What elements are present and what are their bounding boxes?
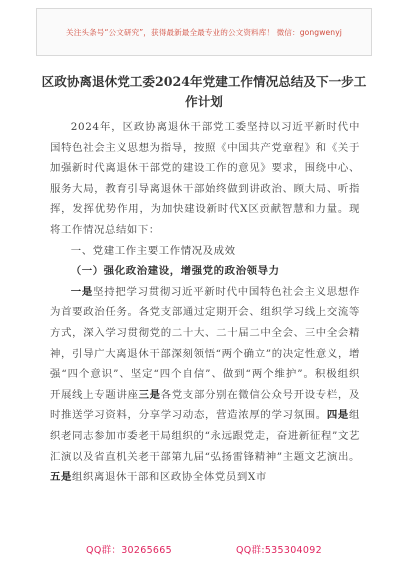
body-paragraph: [50, 282, 360, 488]
body-three: 各党支部分别在微信公众号开设专栏，及时推送学习资料，分享学习动态，营造浓厚的学习氛围。: [50, 388, 360, 422]
body-one: 坚持把学习贯彻习近平新时代中国特色社会主义思想作为首要政治任务。各党支部通过定期开会、组织学习线上交流等方式，深入学习贯彻党的二十大、二十届二中全会、三中全会精神，引导广大离退休干部深刻领悟“两个确立”的决定性意义，增强“四个意识”、坚定“四个自信”、做到“两个维护”。积极组织开展线上专题讲座: [50, 285, 360, 401]
document-body: [50, 117, 360, 488]
subsection-heading: （一）强化政治建设，增强党的政治领导力: [70, 265, 280, 278]
section-heading: 一、党建工作主要工作情况及成效: [70, 244, 236, 257]
qq-group-2: QQ群:535304092: [235, 545, 322, 556]
promo-banner-text: 关注头条号“公文研究”，获得最新最全最专业的公文资料库！ 微信：gongwenyj: [66, 27, 342, 37]
promo-banner-box: [36, 8, 372, 56]
lead-one: 一是: [70, 285, 94, 298]
body-five: 组织离退休干部和区政协全体党员到X市: [71, 471, 267, 484]
body-four: 组织老同志参加市委老干局组织的“永远跟党走，奋进新征程”文艺汇演以及省直机关老干部第九届“弘扬雷锋精神”主题文艺演出。: [50, 409, 361, 463]
intro-paragraph: 2024年，区政协离退休干部党工委坚持以习近平新时代中国特色社会主义思想为指导，按照《中国共产党章程》和《关于加强新时代离退休干部党的建设工作的意见》要求，围绕中心、服务大局，教育引导离退休干部始终做到讲政治、顾大局、听指挥，发挥优势作用，为加快建设新时代X区贡献智慧和力量。现将工作情况总结如下：: [50, 121, 360, 236]
document-title: 区政协离退休党工委2024年党建工作情况总结及下一步工作计划: [41, 74, 367, 109]
lead-five: 五是: [50, 471, 72, 484]
lead-four: 四是: [326, 409, 350, 422]
footer: [0, 540, 408, 558]
promo-banner: [0, 8, 408, 60]
lead-three: 三是: [138, 388, 161, 401]
qq-group-1: QQ群：30265665: [86, 545, 172, 556]
